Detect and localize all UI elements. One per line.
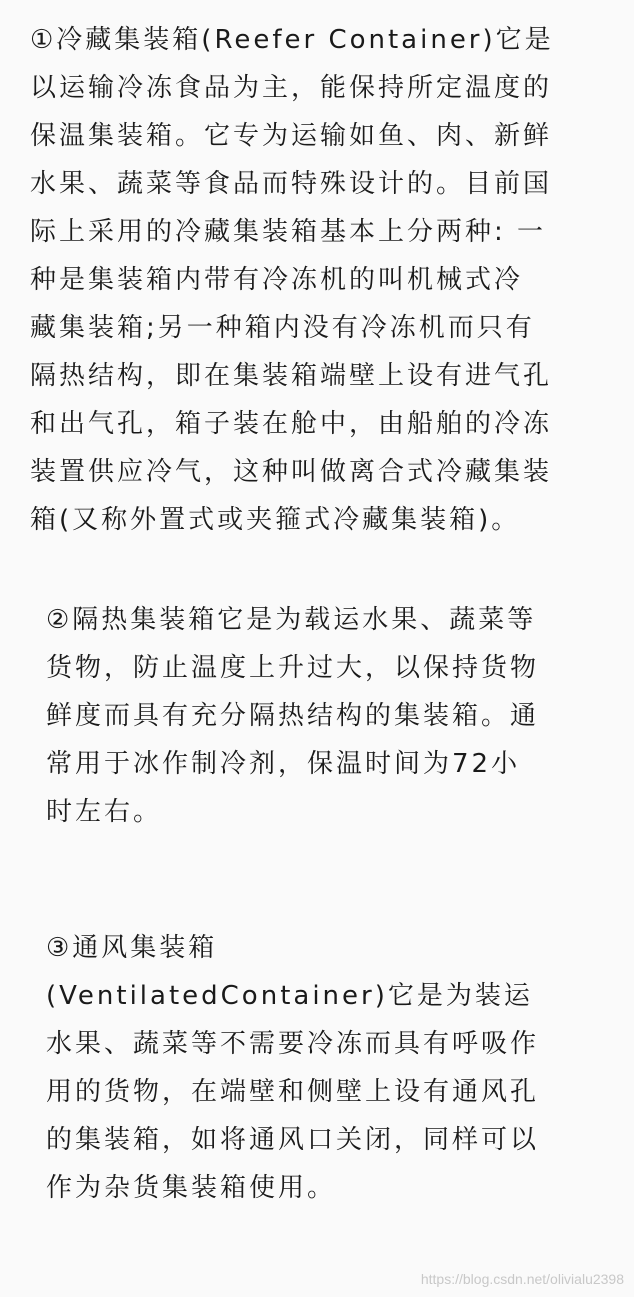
text-line: 鲜度而具有充分隔热结构的集装箱。通 (46, 701, 540, 731)
text-line: 和出气孔，箱子装在舱中，由船舶的冷冻 (30, 409, 553, 439)
text-line: ③通风集装箱 (46, 933, 218, 963)
text-line: 水果、蔬菜等食品而特殊设计的。目前国 (30, 169, 553, 199)
text-line: ①冷藏集装箱(Reefer Container)它是 (30, 25, 554, 55)
text-line: 时左右。 (46, 797, 163, 827)
text-line: 的集装箱，如将通风口关闭，同样可以 (46, 1125, 540, 1155)
text-line: 保温集装箱。它专为运输如鱼、肉、新鲜 (30, 121, 553, 151)
text-line: 作为杂货集装箱使用。 (46, 1173, 337, 1203)
text-line: 隔热结构，即在集装箱端壁上设有进气孔 (30, 361, 553, 391)
text-line: 种是集装箱内带有冷冻机的叫机械式冷 (30, 265, 524, 295)
paragraph-insulated-container (46, 596, 586, 836)
text-line: 际上采用的冷藏集装箱基本上分两种: 一 (30, 217, 547, 247)
text-line: 以运输冷冻食品为主，能保持所定温度的 (30, 73, 553, 103)
text-line: 用的货物，在端壁和侧壁上设有通风孔 (46, 1077, 540, 1107)
text-line: 常用于冰作制冷剂，保温时间为72小 (46, 749, 521, 779)
text-line: (VentilatedContainer)它是为装运 (46, 981, 533, 1011)
watermark-url: https://blog.csdn.net/olivialu2398 (420, 1271, 624, 1287)
text-line: 货物，防止温度上升过大，以保持货物 (46, 653, 540, 683)
paragraph-reefer-container (30, 16, 606, 544)
text-line: 藏集装箱;另一种箱内没有冷冻机而只有 (30, 313, 535, 343)
text-line: 水果、蔬菜等不需要冷冻而具有呼吸作 (46, 1029, 540, 1059)
paragraph-ventilated-container (46, 924, 586, 1212)
text-line: ②隔热集装箱它是为载运水果、蔬菜等 (46, 605, 537, 635)
text-line: 箱(又称外置式或夹箍式冷藏集装箱)。 (30, 505, 521, 535)
text-line: 装置供应冷气，这种叫做离合式冷藏集装 (30, 457, 553, 487)
